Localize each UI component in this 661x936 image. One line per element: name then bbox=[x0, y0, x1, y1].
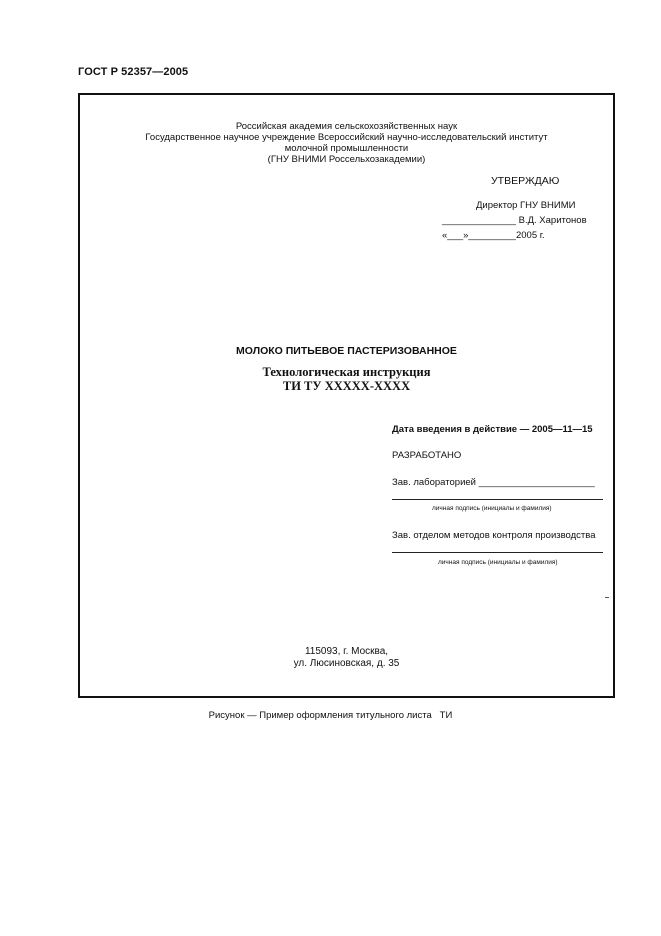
dept-head-label: Зав. отделом методов контроля производства bbox=[392, 530, 596, 541]
signature-line-1 bbox=[392, 499, 603, 500]
org-line-4: (ГНУ ВНИМИ Россельхозакадемии) bbox=[267, 154, 426, 165]
figure-caption: Рисунок — Пример оформления титульного листа ТИ bbox=[208, 710, 453, 721]
approval-position: Директор ГНУ ВНИМИ bbox=[476, 200, 576, 211]
stray-mark bbox=[605, 597, 609, 598]
introduction-date: Дата введения в действие — 2005—11—15 bbox=[392, 424, 593, 435]
org-line-3: молочной промышленности bbox=[284, 143, 409, 154]
product-title: МОЛОКО ПИТЬЕВОЕ ПАСТЕРИЗОВАННОЕ bbox=[236, 345, 457, 357]
approval-signature-line: ______________ В.Д. Харитонов bbox=[442, 215, 587, 226]
signature-caption-1: личная подпись (инициалы и фамилия) bbox=[432, 505, 552, 512]
org-line-2: Государственное научное учреждение Всероссийский научно-исследовательский институт bbox=[145, 132, 548, 143]
title-page-frame bbox=[78, 93, 615, 698]
approval-date-line: «___»_________2005 г. bbox=[442, 230, 545, 241]
signature-line-2 bbox=[392, 552, 603, 553]
approval-label: УТВЕРЖДАЮ bbox=[491, 175, 560, 187]
address-line-1: 115093, г. Москва, bbox=[304, 646, 389, 657]
lab-head-signature: Зав. лабораторией ______________________ bbox=[392, 477, 595, 488]
signature-caption-2: личная подпись (инициалы и фамилия) bbox=[438, 559, 558, 566]
document-type: Технологическая инструкция bbox=[262, 365, 431, 379]
document-header: ГОСТ Р 52357—2005 bbox=[78, 66, 189, 78]
org-line-1: Российская академия сельскохозяйственных наук bbox=[235, 121, 458, 132]
address-line-2: ул. Люсиновская, д. 35 bbox=[293, 658, 400, 669]
document-code: ТИ ТУ ХХХХХ-ХХХХ bbox=[282, 379, 411, 393]
developed-label: РАЗРАБОТАНО bbox=[392, 450, 462, 461]
